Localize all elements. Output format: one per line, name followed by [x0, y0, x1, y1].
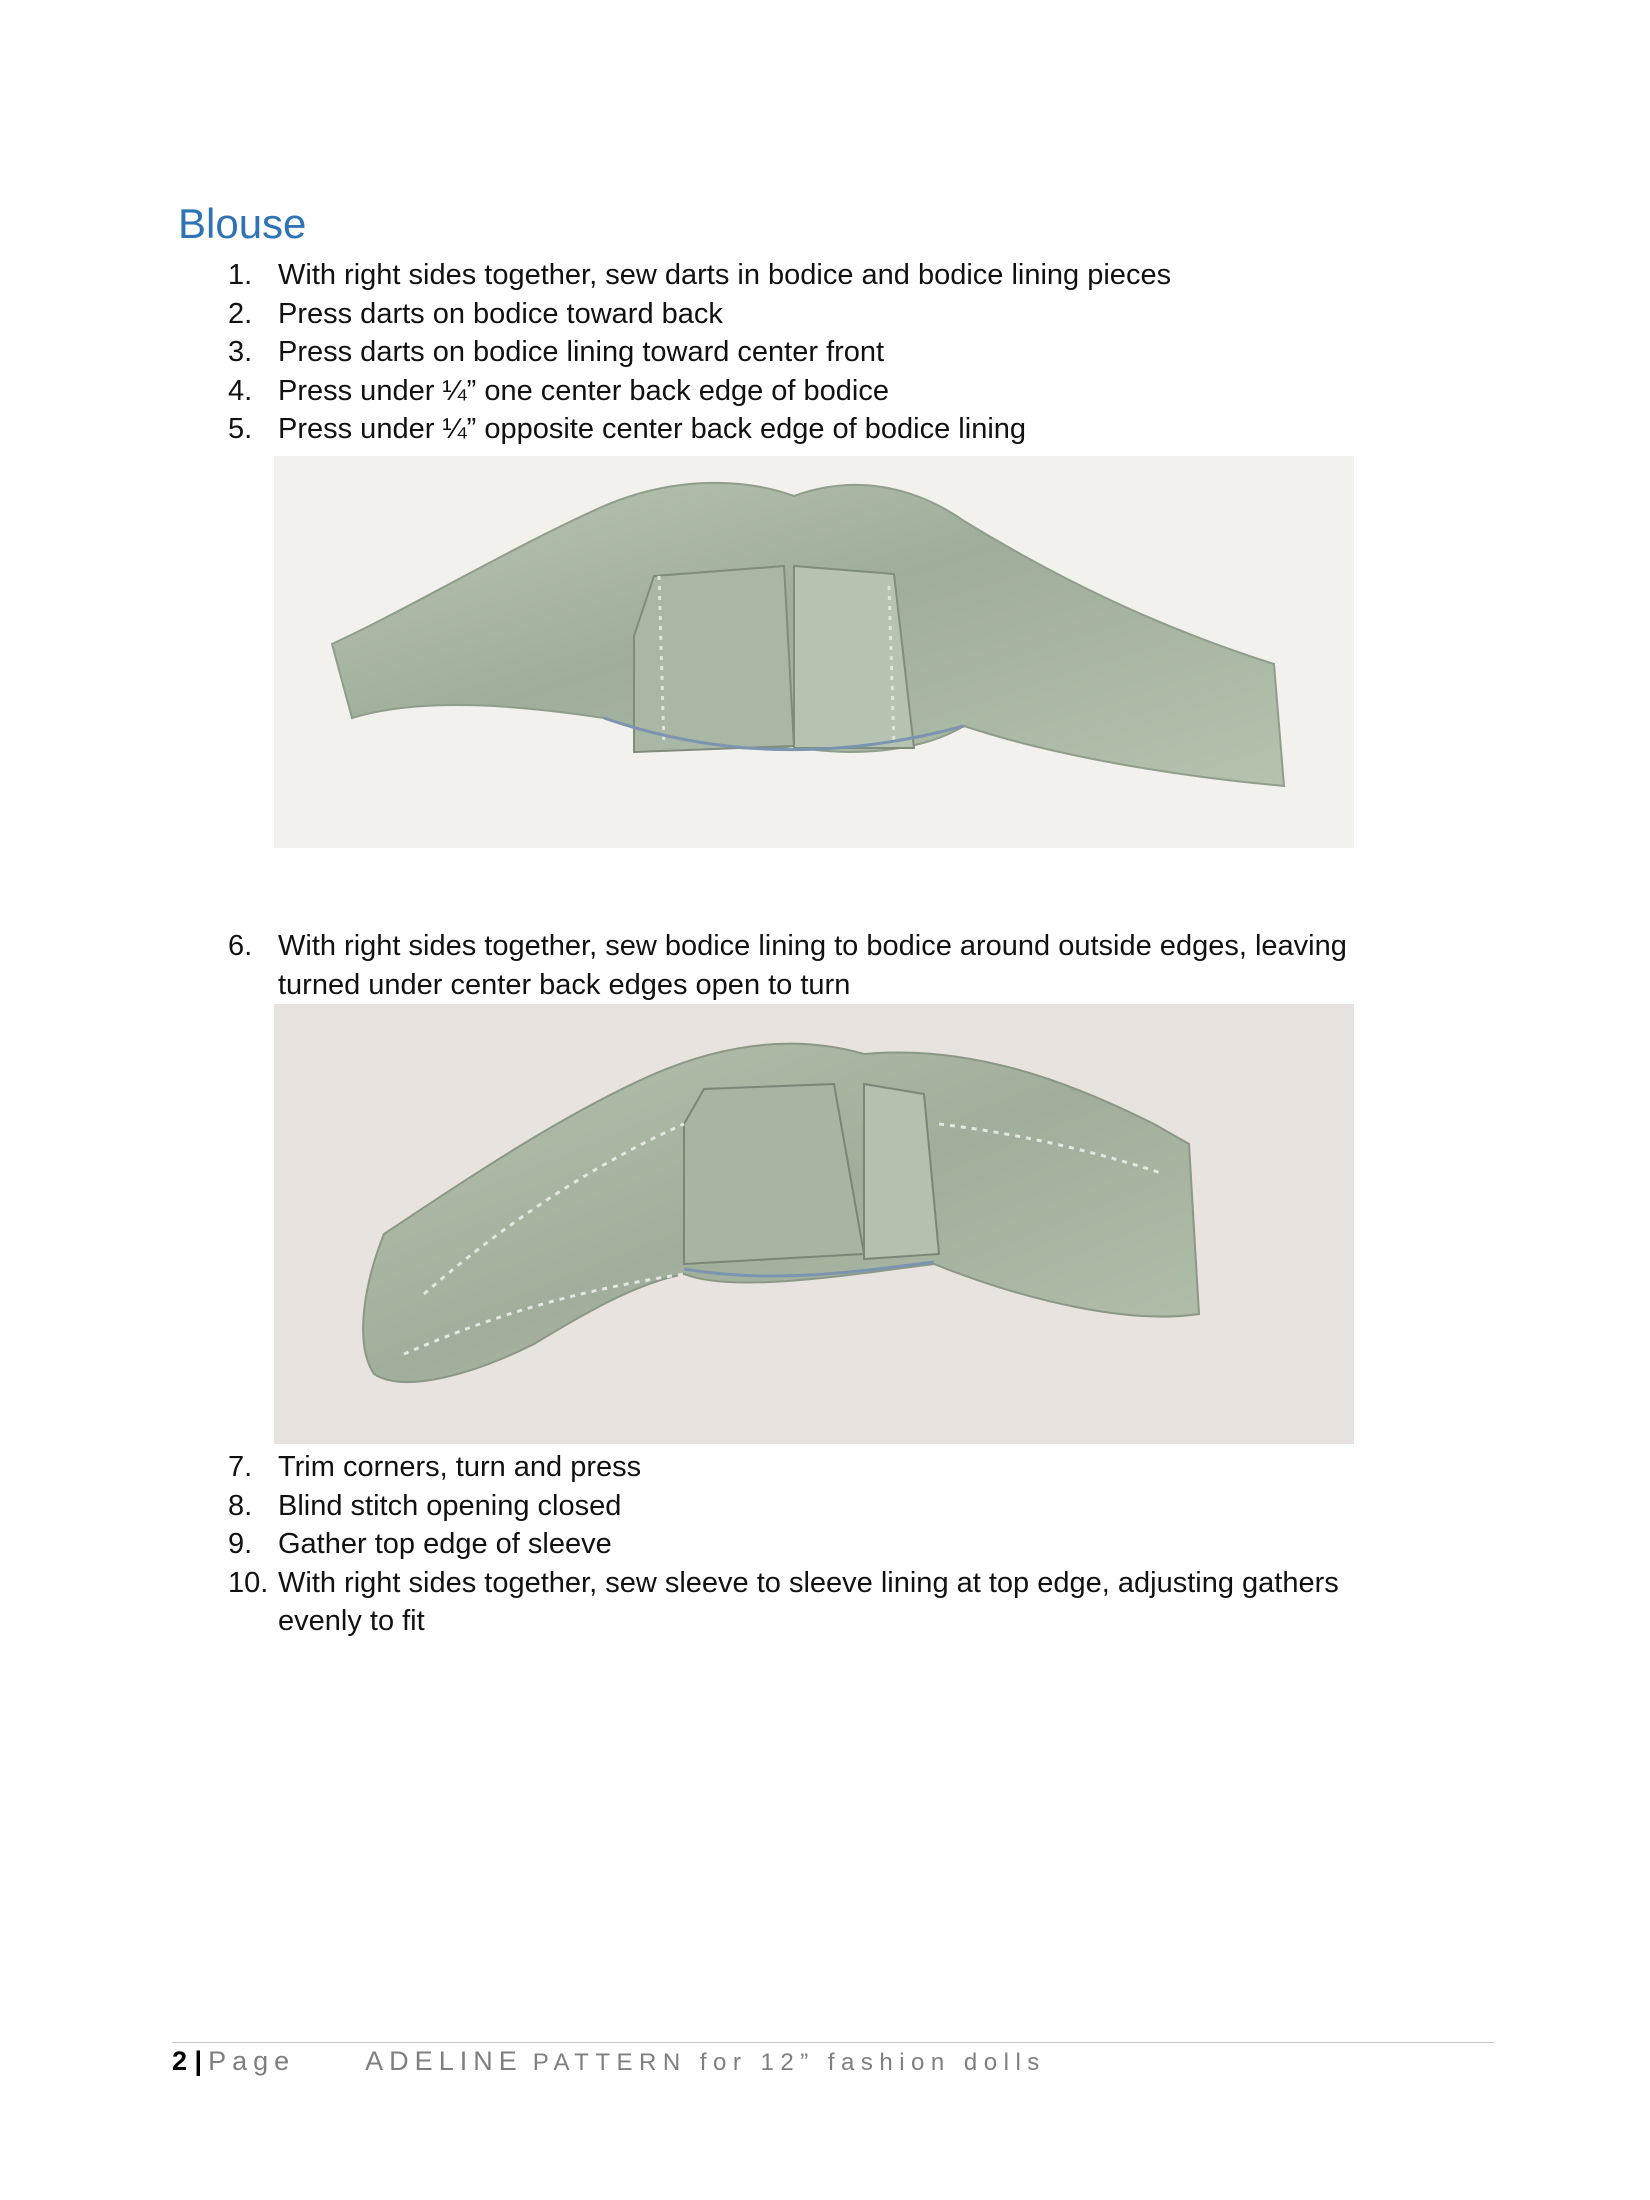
footer-separator: |: [194, 2046, 203, 2076]
step-text: Trim corners, turn and press: [278, 1451, 642, 1483]
step-item: [0, 410, 1650, 449]
footer-divider: [172, 2042, 1494, 2043]
step-text: Press under ¼” opposite center back edge of bodice lining: [278, 413, 1027, 445]
step-text: Gather top edge of sleeve: [278, 1528, 612, 1560]
brand-name: ADELINE: [365, 2046, 523, 2076]
section-title: Blouse: [178, 200, 307, 247]
step-item: [0, 333, 1650, 372]
step-text: With right sides together, sew bodice lining to bodice around outside edges, leaving turned under center back edges open to turn: [278, 930, 1347, 1001]
step-item: [0, 1487, 1650, 1526]
step-number: 7.: [228, 1451, 253, 1483]
step-number: 9.: [228, 1528, 253, 1560]
bodice-lined-stitched-icon: [274, 1004, 1354, 1444]
step-item: [0, 1564, 1650, 1641]
step-item: [0, 372, 1650, 411]
step-item: [0, 1448, 1650, 1487]
step-list-3: [0, 1448, 1650, 1641]
step-list-1: [0, 256, 1650, 449]
step-number: 3.: [228, 336, 253, 368]
step-item: [0, 1525, 1650, 1564]
step-item: [0, 295, 1650, 334]
step-text: With right sides together, sew sleeve to sleeve lining at top edge, adjusting gathers evenly to fit: [278, 1566, 1339, 1637]
step-list-2: [0, 927, 1650, 1004]
bodice-with-darts-icon: [274, 456, 1354, 848]
page-footer: [172, 2046, 1046, 2077]
step-text: Press darts on bodice lining toward center front: [278, 336, 885, 368]
step-text: Press darts on bodice toward back: [278, 297, 723, 330]
step-number: 6.: [228, 930, 253, 962]
step-text: With right sides together, sew darts in bodice and bodice lining pieces: [278, 259, 1172, 291]
step-number: 4.: [228, 374, 253, 407]
step-item: [0, 256, 1650, 295]
step-number: 8.: [228, 1489, 253, 1522]
step-item: [0, 927, 1650, 1004]
step-number: 2.: [228, 297, 253, 330]
step-number: 1.: [228, 259, 253, 291]
page-number: 2: [172, 2046, 188, 2076]
step-number: 5.: [228, 413, 253, 445]
bodice-lined-photo: [274, 1004, 1354, 1444]
step-number: 10.: [228, 1566, 269, 1599]
page-label: Page: [208, 2046, 296, 2076]
step-text: Press under ¼” one center back edge of bodice: [278, 374, 889, 407]
bodice-darts-photo: [274, 456, 1354, 848]
step-text: Blind stitch opening closed: [278, 1489, 622, 1522]
footer-tagline: PATTERN for 12” fashion dolls: [532, 2049, 1046, 2076]
